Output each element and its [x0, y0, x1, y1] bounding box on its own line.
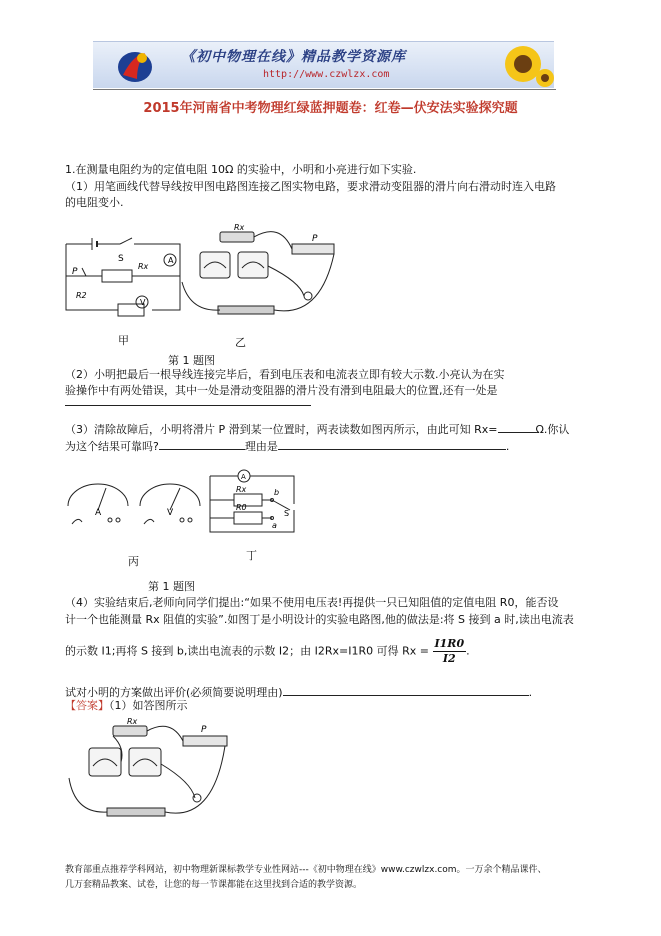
- figure-caption-1: 第 1 题图: [168, 354, 215, 367]
- resistor-label-R2: R2: [76, 291, 87, 300]
- formula-numerator: I1R0: [434, 637, 465, 650]
- page-title: 2015年河南省中考物理红绿蓝押题卷：红卷—伏安法实验探究题: [143, 101, 518, 116]
- question-part4-line1: （4）实验结束后,老师向同学们提出:“如果不使用电压表!再提供一只已知阻值的定值电阻 R0，能否设: [65, 596, 559, 609]
- part3-text-d: 理由是: [244, 440, 278, 453]
- figure-caption-2: 第 1 题图: [148, 580, 195, 593]
- answer-text: （1）如答图所示: [109, 699, 188, 712]
- answer-blank-evaluation[interactable]: [283, 683, 529, 696]
- answer-blank-reason[interactable]: [278, 437, 506, 450]
- question-part2-line1: （2）小明把最后一根导线连接完毕后，看到电压表和电流表立即有较大示数.小亮认为在实: [65, 368, 505, 381]
- meter-A-label: A: [95, 508, 102, 518]
- footer-line-1: 教育部重点推荐学科网站，初中物理新课标教学专业性网站---《初中物理在线》www.czwlzx.com。一万余个精品课件、: [65, 865, 547, 875]
- question-part3-line2: 为这个结果可靠吗? 理由是 .: [65, 437, 585, 454]
- question-part2-line2: 验操作中有两处错误，其中一处是滑动变阻器的滑片没有滑到电阻最大的位置,还有一处是: [65, 384, 498, 397]
- question-part4-line2: 计一个也能测量 Rx 阻值的实验”.如图丁是小明设计的实验电路图,他的做法是:将 S 接到 a 时,读出电流表: [65, 613, 574, 626]
- sunflower-icon: [493, 42, 553, 88]
- part3-text-b: Ω.你认: [535, 423, 570, 436]
- figure-label-ding: 丁: [246, 549, 257, 562]
- slider-label-P: P: [72, 267, 78, 277]
- apparatus-figure-yi: [180, 222, 350, 322]
- ding-label-a: a: [272, 521, 277, 530]
- ding-label-R0: R0: [236, 503, 247, 512]
- question-part3-line1: [65, 420, 585, 437]
- answer-apparatus-figure: [65, 718, 235, 828]
- site-banner: [93, 41, 554, 88]
- ding-label-b: b: [274, 488, 280, 497]
- answer-tag: 【答案】: [65, 699, 109, 712]
- question-intro: 1.在测量电阻约为的定值电阻 10Ω 的实验中，小明和小亮进行如下实验.: [65, 163, 417, 176]
- apparatus-label-Rx: Rx: [234, 223, 245, 232]
- answer-blank-part2[interactable]: [65, 405, 311, 406]
- formula-denominator: I2: [442, 652, 456, 665]
- ding-label-S: S: [284, 509, 290, 518]
- answer-blank-rx[interactable]: [498, 420, 536, 433]
- ding-label-Rx: Rx: [236, 485, 247, 494]
- banner-url[interactable]: http://www.czwlzx.com: [263, 69, 390, 80]
- answer-blank-reliable[interactable]: [159, 437, 245, 450]
- banner-brand: 《初中物理在线》精品教学资源库: [181, 49, 406, 65]
- meter-V-label: V: [167, 508, 174, 518]
- figure-label-bing: 丙: [128, 555, 139, 568]
- question-part1-line1: （1）用笔画线代替导线按甲图电路图连接乙图实物电路，要求滑动变阻器的滑片向右滑动时连入电路: [65, 180, 556, 193]
- circuit-diagram-ding: [206, 470, 298, 540]
- header-rule: [93, 89, 556, 90]
- footer-line-2: 几万套精品教案、试卷，让您的每一节课都能在这里找到合适的教学资源。: [65, 880, 363, 890]
- part4-text-c: 的示数 I1;再将 S 接到 b,读出电流表的示数 I2；由 I2Rx=I1R0 可得 Rx =: [65, 644, 429, 658]
- answer-label-P: P: [201, 725, 207, 735]
- figure-label-yi: 乙: [235, 336, 246, 349]
- part3-text-a: （3）清除故障后，小明将滑片 P 滑到某一位置时，两表读数如图丙所示，由此可知 Rx=: [65, 423, 498, 436]
- figure-label-jia: 甲: [118, 334, 129, 347]
- page-footer: [65, 863, 605, 893]
- answer-label-Rx: Rx: [127, 717, 138, 726]
- rx-formula: [433, 637, 467, 666]
- resistor-label-Rx: Rx: [138, 262, 149, 271]
- part3-text-c: 为这个结果可靠吗?: [65, 440, 159, 453]
- question-part1-line2: 的电阻变小.: [65, 196, 124, 209]
- switch-label-S: S: [118, 254, 124, 264]
- question-part4-line3: 的示数 I1;再将 S 接到 b,读出电流表的示数 I2；由 I2Rx=I1R0 可得 Rx = $\frac{I1R0}{I2}$ .: [65, 637, 470, 665]
- part4-text-d: 试对小明的方案做出评价(必须简要说明理由): [65, 686, 283, 699]
- voltmeter-label-V: V: [140, 298, 146, 307]
- ammeter-label-A: A: [168, 256, 174, 265]
- circuit-diagram-jia: [62, 236, 182, 326]
- answer-line: [65, 699, 585, 713]
- question-part4-line4: 试对小明的方案做出评价(必须简要说明理由) .: [65, 683, 585, 700]
- site-logo-icon: [115, 45, 155, 85]
- meters-figure-bing: [62, 476, 212, 536]
- ding-ammeter-label: A: [241, 473, 246, 481]
- apparatus-label-P: P: [312, 234, 318, 244]
